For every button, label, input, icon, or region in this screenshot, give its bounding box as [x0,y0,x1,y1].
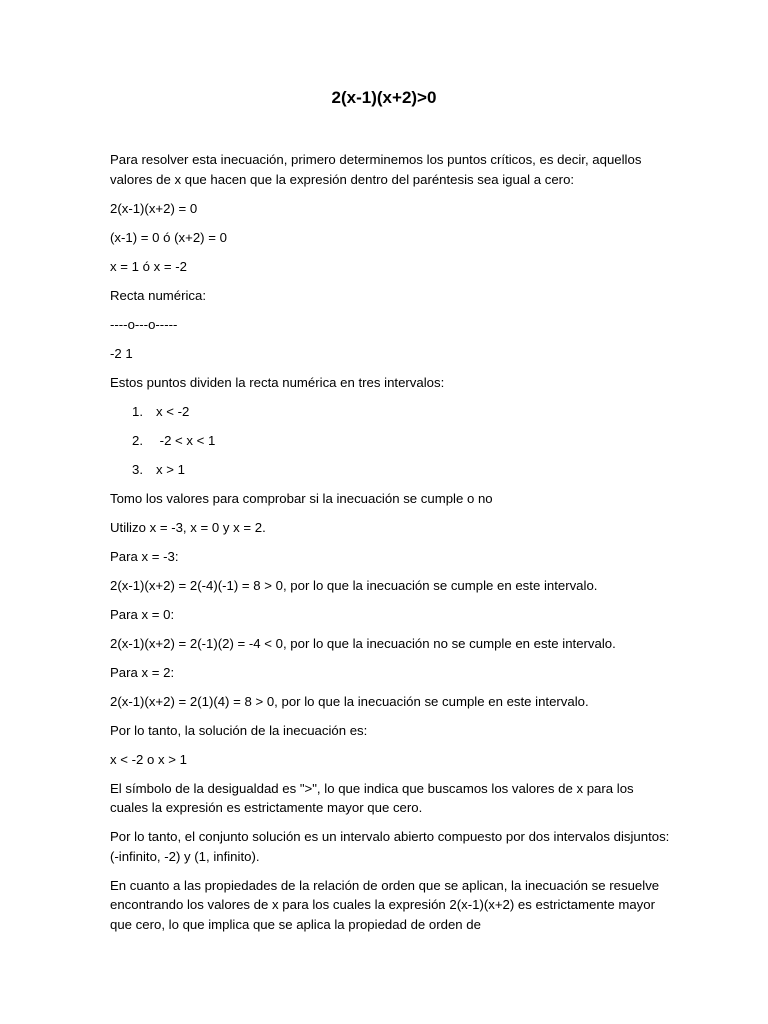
paragraph-case-label: Para x = 2: [110,664,175,680]
document-body [110,150,674,944]
paragraph-solution-intro: Por lo tanto, la solución de la inecuación es: [110,722,368,738]
paragraph-test-values: Utilizo x = -3, x = 0 y x = 2. [110,519,266,535]
list-number: 1. [132,403,143,419]
paragraph-equation: 2(x-1)(x+2) = 0 [110,200,198,216]
paragraph-case-result: 2(x-1)(x+2) = 2(-1)(2) = -4 < 0, por lo que la inecuación no se cumple en este intervalo. [110,635,616,651]
paragraph-intro: Para resolver esta inecuación, primero determinemos los puntos críticos, es decir, aquellos valores de x que hacen que la expresión dentro del paréntesis sea igual a cero: [110,152,646,187]
paragraph-case-label: Para x = 0: [110,606,175,622]
list-number: 3. [132,461,143,477]
paragraph-order-properties: En cuanto a las propiedades de la relación de orden que se aplican, la inecuación se resuelve encontrando los valores de x para los cuales la expresión 2(x-1)(x+2) es estrictamente mayor que cero, lo que implica que se aplica la propiedad de orden de [110,877,663,932]
paragraph-factors: (x-1) = 0 ó (x+2) = 0 [110,229,227,245]
list-text: x > 1 [156,461,185,477]
paragraph-test-intro: Tomo los valores para comprobar si la inecuación se cumple o no [110,490,493,506]
list-item [110,431,670,451]
paragraph-case-label: Para x = -3: [110,548,179,564]
paragraph-solution: x < -2 o x > 1 [110,751,187,767]
list-text: x < -2 [156,403,190,419]
list-item [110,402,670,422]
paragraph-roots: x = 1 ó x = -2 [110,258,187,274]
list-text: -2 < x < 1 [156,432,216,448]
paragraph-case-result: 2(x-1)(x+2) = 2(1)(4) = 8 > 0, por lo que la inecuación se cumple en este intervalo. [110,693,589,709]
paragraph-intervals-intro: Estos puntos dividen la recta numérica en tres intervalos: [110,374,445,390]
list-item [110,460,670,480]
paragraph-number-line: ----o---o----- [110,316,178,332]
list-number: 2. [132,432,143,448]
intervals-list [110,402,670,480]
document-title: 2(x-1)(x+2)>0 [331,88,437,107]
paragraph-symbol-explanation: El símbolo de la desigualdad es ">", lo que indica que buscamos los valores de x para los cuales la expresión es estrictamente mayor que cero. [110,780,638,815]
paragraph-solution-set: Por lo tanto, el conjunto solución es un intervalo abierto compuesto por dos intervalos disjuntos: (-infinito, -2) y (1, infinito). [110,829,674,864]
paragraph-case-result: 2(x-1)(x+2) = 2(-4)(-1) = 8 > 0, por lo que la inecuación se cumple en este intervalo. [110,577,598,593]
paragraph-number-line-label: Recta numérica: [110,287,207,303]
paragraph-number-line-values: -2 1 [110,345,133,361]
